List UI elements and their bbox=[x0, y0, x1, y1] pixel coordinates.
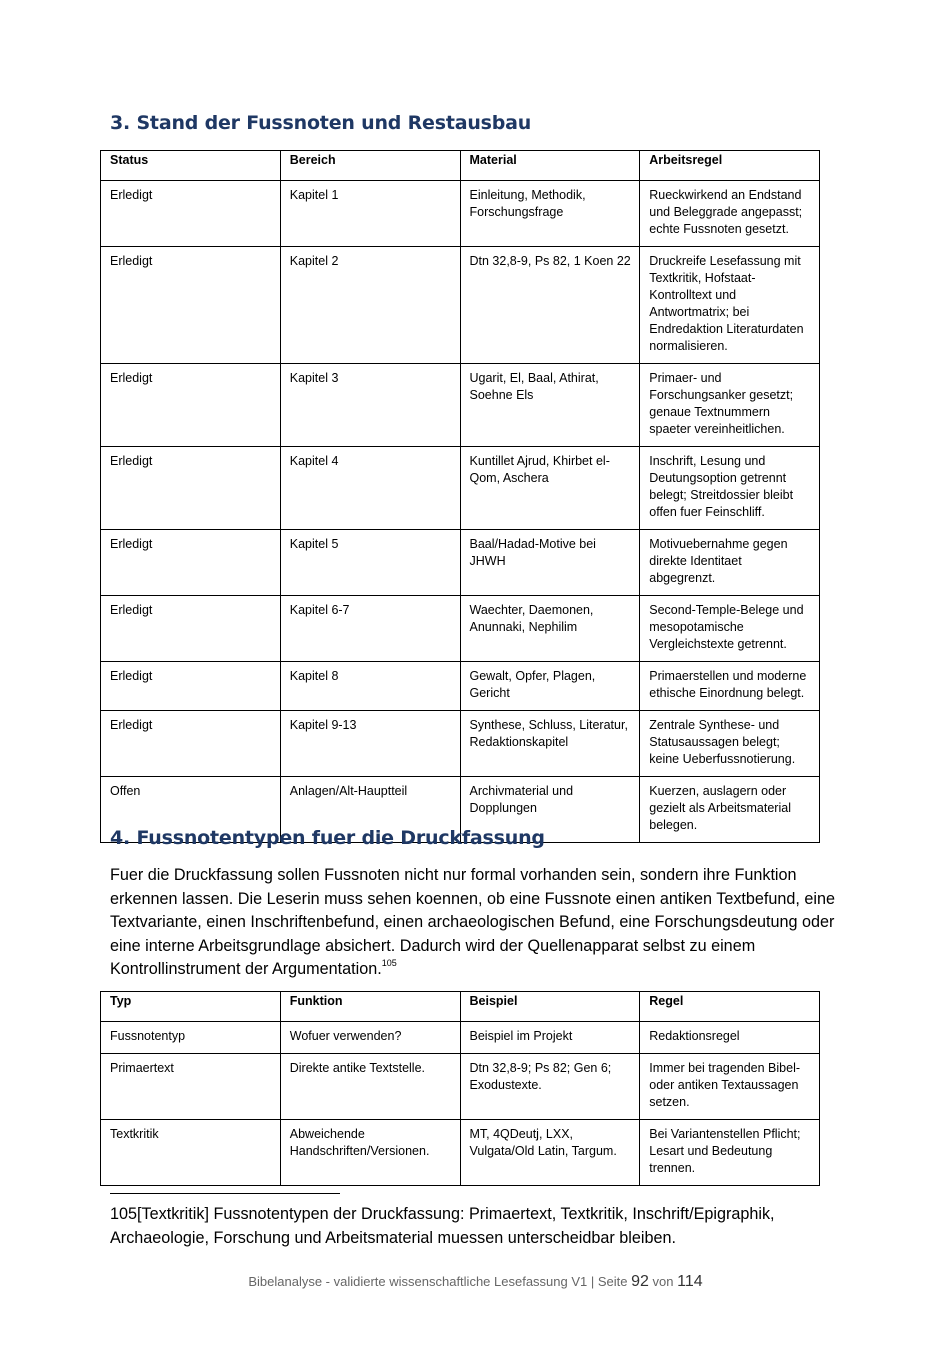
page-total: 114 bbox=[677, 1273, 703, 1290]
table-cell: MT, 4QDeutj, LXX, Vulgata/Old Latin, Targum. bbox=[460, 1120, 640, 1186]
table-cell: Textkritik bbox=[101, 1120, 281, 1186]
page-number: 92 bbox=[631, 1273, 649, 1290]
table-header-row bbox=[101, 151, 820, 181]
table-cell: Primaerstellen und moderne ethische Einordnung belegt. bbox=[640, 662, 820, 711]
table-cell: Synthese, Schluss, Literatur, Redaktionskapitel bbox=[460, 711, 640, 777]
table-cell: Erledigt bbox=[101, 364, 281, 447]
table-cell: Wofuer verwenden? bbox=[280, 1022, 460, 1054]
table-row bbox=[101, 364, 820, 447]
table-cell: Direkte antike Textstelle. bbox=[280, 1054, 460, 1120]
table-row bbox=[101, 711, 820, 777]
table-cell: Erledigt bbox=[101, 662, 281, 711]
table-row bbox=[101, 662, 820, 711]
table-cell: Archivmaterial und Dopplungen bbox=[460, 777, 640, 843]
table-row bbox=[101, 530, 820, 596]
table-cell: Redaktionsregel bbox=[640, 1022, 820, 1054]
table-cell: Erledigt bbox=[101, 247, 281, 364]
table-cell: Inschrift, Lesung und Deutungsoption getrennt belegt; Streitdossier bleibt offen fuer Feinschliff. bbox=[640, 447, 820, 530]
column-header: Status bbox=[101, 151, 281, 181]
table-cell: Kapitel 4 bbox=[280, 447, 460, 530]
table-row bbox=[101, 247, 820, 364]
table-row bbox=[101, 1022, 820, 1054]
table-cell: Gewalt, Opfer, Plagen, Gericht bbox=[460, 662, 640, 711]
table-cell: Ugarit, El, Baal, Athirat, Soehne Els bbox=[460, 364, 640, 447]
table-cell: Kapitel 1 bbox=[280, 181, 460, 247]
paragraph-text: Fuer die Druckfassung sollen Fussnoten nicht nur formal vorhanden sein, sondern ihre Funktion erkennen lassen. Die Leserin muss sehen koennen, ob eine Fussnote einen antiken Textbefund, eine Textvariante, einen Inschriftenbefund, einen archaeologischen Befund, eine Forschungsdeutung oder eine interne Arbeitsgrundlage absichert. Dadurch wird der Quellenapparat selbst zu einem Kontrollinstrument der Argumentation. bbox=[110, 866, 836, 978]
table-row bbox=[101, 181, 820, 247]
table-row bbox=[101, 596, 820, 662]
table-header-row bbox=[101, 992, 820, 1022]
table-cell: Immer bei tragenden Bibel- oder antiken Textaussagen setzen. bbox=[640, 1054, 820, 1120]
table-row bbox=[101, 1054, 820, 1120]
table-cell: Erledigt bbox=[101, 447, 281, 530]
table-cell: Offen bbox=[101, 777, 281, 843]
footnote-types-table bbox=[100, 991, 820, 1186]
table-cell: Second-Temple-Belege und mesopotamische Vergleichstexte getrennt. bbox=[640, 596, 820, 662]
footnote-reference[interactable]: 105 bbox=[381, 958, 397, 968]
footnote-text: 105[Textkritik] Fussnotentypen der Druckfassung: Primaertext, Textkritik, Inschrift/Epigraphik, Archaeologie, Forschung und Arbeitsmaterial muessen unterscheidbar bleiben. bbox=[110, 1205, 775, 1247]
footnote-status-table bbox=[100, 150, 820, 843]
table-cell: Primaer- und Forschungsanker gesetzt; genaue Textnummern spaeter vereinheitlichen. bbox=[640, 364, 820, 447]
table-cell: Kapitel 8 bbox=[280, 662, 460, 711]
table-cell: Abweichende Handschriften/Versionen. bbox=[280, 1120, 460, 1186]
table-cell: Dtn 32,8-9, Ps 82, 1 Koen 22 bbox=[460, 247, 640, 364]
body-paragraph bbox=[110, 864, 840, 982]
footnote-separator bbox=[110, 1193, 340, 1194]
column-header: Typ bbox=[101, 992, 281, 1022]
table-cell: Kuerzen, auslagern oder gezielt als Arbeitsmaterial belegen. bbox=[640, 777, 820, 843]
column-header: Beispiel bbox=[460, 992, 640, 1022]
column-header: Funktion bbox=[280, 992, 460, 1022]
table-cell: Baal/Hadad-Motive bei JHWH bbox=[460, 530, 640, 596]
table-cell: Druckreife Lesefassung mit Textkritik, Hofstaat-Kontrolltext und Antwortmatrix; bei Endredaktion Literaturdaten normalisieren. bbox=[640, 247, 820, 364]
table-cell: Erledigt bbox=[101, 596, 281, 662]
table-cell: Beispiel im Projekt bbox=[460, 1022, 640, 1054]
table-cell: Zentrale Synthese- und Statusaussagen belegt; keine Ueberfussnotierung. bbox=[640, 711, 820, 777]
column-header: Bereich bbox=[280, 151, 460, 181]
table-cell: Bei Variantenstellen Pflicht; Lesart und Bedeutung trennen. bbox=[640, 1120, 820, 1186]
section-4-heading: 4. Fussnotentypen fuer die Druckfassung bbox=[110, 827, 545, 849]
section-3-heading: 3. Stand der Fussnoten und Restausbau bbox=[110, 112, 532, 134]
table-cell: Kapitel 3 bbox=[280, 364, 460, 447]
table-cell: Kapitel 2 bbox=[280, 247, 460, 364]
table-row bbox=[101, 447, 820, 530]
table-cell: Dtn 32,8-9; Ps 82; Gen 6; Exodustexte. bbox=[460, 1054, 640, 1120]
table-cell: Waechter, Daemonen, Anunnaki, Nephilim bbox=[460, 596, 640, 662]
table-cell: Motivuebernahme gegen direkte Identitaet abgegrenzt. bbox=[640, 530, 820, 596]
table-cell: Rueckwirkend an Endstand und Beleggrade angepasst; echte Fussnoten gesetzt. bbox=[640, 181, 820, 247]
table-cell: Kapitel 5 bbox=[280, 530, 460, 596]
table-cell: Anlagen/Alt-Hauptteil bbox=[280, 777, 460, 843]
table-cell: Einleitung, Methodik, Forschungsfrage bbox=[460, 181, 640, 247]
table-cell: Erledigt bbox=[101, 181, 281, 247]
table-cell: Erledigt bbox=[101, 711, 281, 777]
footer-von: von bbox=[652, 1274, 674, 1289]
column-header: Regel bbox=[640, 992, 820, 1022]
table-cell: Erledigt bbox=[101, 530, 281, 596]
column-header: Material bbox=[460, 151, 640, 181]
table-cell: Fussnotentyp bbox=[101, 1022, 281, 1054]
table-cell: Kuntillet Ajrud, Khirbet el-Qom, Aschera bbox=[460, 447, 640, 530]
table-cell: Primaertext bbox=[101, 1054, 281, 1120]
page-footer bbox=[0, 1273, 951, 1291]
table-cell: Kapitel 6-7 bbox=[280, 596, 460, 662]
table-row bbox=[101, 1120, 820, 1186]
footer-title: Bibelanalyse - validierte wissenschaftliche Lesefassung V1 | Seite bbox=[248, 1274, 628, 1289]
column-header: Arbeitsregel bbox=[640, 151, 820, 181]
table-cell: Kapitel 9-13 bbox=[280, 711, 460, 777]
